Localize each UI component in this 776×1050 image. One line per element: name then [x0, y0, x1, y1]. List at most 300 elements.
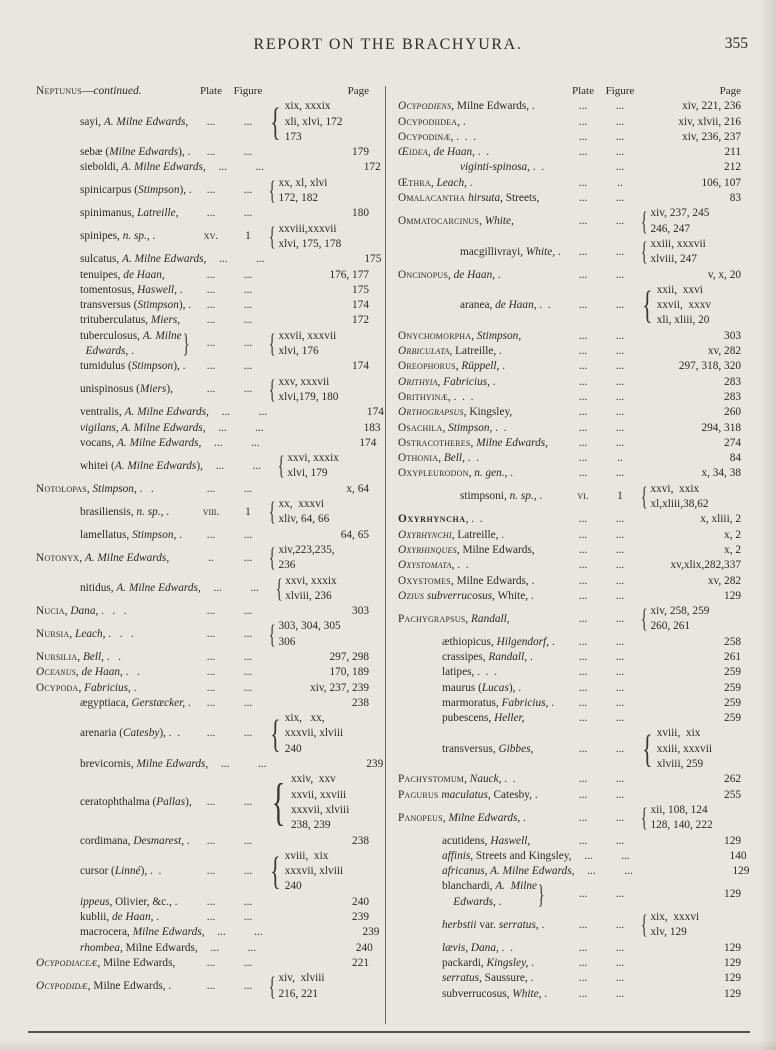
index-entry [398, 405, 744, 420]
left-brace: { [268, 619, 276, 649]
entry-pages [640, 237, 744, 268]
text-segment: Pachystomum [398, 773, 465, 786]
text-segment: herbstii [442, 918, 477, 931]
text-segment: blanchardi, [442, 880, 496, 893]
index-entry [398, 283, 744, 329]
page-number: 355 [724, 35, 748, 52]
entry-name [36, 229, 194, 244]
text-segment: ippeus, [80, 895, 113, 908]
page-line: xxiii, xxxvii [650, 237, 706, 250]
entry-figure: ... [258, 406, 268, 419]
entry-pages: 212 [724, 161, 741, 174]
entry-figure: ... [243, 865, 253, 878]
entry-plate: ... [206, 184, 216, 197]
entry-plate: ... [206, 865, 216, 878]
text-segment: Omalacantha [398, 192, 466, 205]
entry-figure: ... [615, 941, 625, 954]
entry-pages [268, 849, 372, 895]
entry-name-line [36, 551, 169, 566]
page-line: xx, xl, xlvi [278, 176, 328, 189]
index-entry [398, 237, 744, 268]
entry-name-lines [442, 665, 497, 680]
text-segment: . [495, 895, 502, 908]
entry-plate: ... [578, 268, 588, 281]
entry-pages [268, 99, 372, 145]
entry-figure: ... [615, 245, 625, 258]
entry-plate: ... [578, 176, 588, 189]
entry-plate: ... [578, 987, 588, 1000]
text-segment: tumidulus ( [80, 360, 132, 373]
entry-name [398, 214, 566, 229]
text-segment: n. gen., [474, 467, 508, 480]
entry-plate: ... [219, 253, 228, 266]
entry-name [398, 375, 566, 390]
entry-name [36, 795, 194, 810]
entry-name [398, 405, 566, 420]
entry-name-line [442, 895, 537, 910]
text-segment: Panopeus [398, 811, 443, 824]
entry-plate: ... [206, 383, 216, 396]
entry-pages: 297, 318, 320 [678, 360, 741, 373]
entry-name-line [36, 604, 127, 619]
page-edge-shadow-right [760, 0, 776, 1050]
entry-name-lines [442, 879, 537, 910]
index-entry [36, 421, 381, 436]
right-brace: } [537, 879, 545, 909]
text-segment: , Milne Edwards, . [451, 100, 535, 113]
text-segment: Stimpson, [448, 421, 493, 434]
page-line: xviii, xix [656, 727, 701, 740]
entry-name-line [80, 421, 206, 436]
column-header-row [36, 84, 372, 99]
text-segment: de Haan, [433, 146, 475, 159]
text-segment: . . [464, 452, 480, 465]
entry-name-line [80, 382, 173, 397]
entry-figure: ... [615, 888, 625, 901]
text-segment: maculatus [441, 788, 488, 801]
page-line: xlviii, 259 [656, 758, 704, 771]
entry-pages: 294, 318 [701, 421, 741, 434]
entry-pages [640, 726, 744, 772]
page-line: xxii, xxvi [656, 283, 703, 296]
entry-name [36, 183, 194, 198]
entry-name [398, 918, 566, 933]
entry-name-lines [80, 505, 169, 520]
index-entry [36, 849, 372, 895]
entry-plate: ... [578, 436, 588, 449]
page-line: xxv, xxxvii [278, 375, 330, 388]
entry-name [398, 160, 566, 175]
entry-figure: ... [250, 582, 259, 595]
left-brace: { [640, 910, 648, 940]
page-lines [650, 604, 709, 635]
entry-figure: ... [243, 681, 253, 694]
entry-name-line [442, 665, 497, 680]
index-entry [398, 665, 744, 680]
text-segment: . . [136, 482, 154, 495]
text-segment: , [78, 681, 85, 694]
entry-name [36, 298, 194, 313]
entry-name-lines [398, 466, 513, 481]
text-segment: , [470, 436, 477, 449]
entry-name-line [398, 811, 526, 826]
text-segment: White, [512, 987, 542, 1000]
left-brace: { [642, 727, 653, 771]
page-line: xxvii, xxxvii [278, 329, 337, 342]
text-segment: Stimpson, [476, 329, 522, 342]
text-segment: lævis, Dana, [442, 941, 499, 954]
page-line: xlvi, 179 [287, 467, 328, 480]
text-segment: . [536, 490, 543, 503]
entry-name-line [398, 145, 489, 160]
text-segment: Fabricius, [443, 375, 490, 388]
column-divider-rule [385, 86, 386, 1024]
page-lines [285, 711, 343, 757]
entry-name-lines [80, 726, 180, 741]
page-line: xlv, 129 [650, 926, 687, 939]
entry-figure: ... [243, 268, 253, 281]
text-segment: Notolopas [36, 482, 87, 495]
text-segment: A. Milne Edwards, [116, 582, 201, 595]
index-entry [398, 528, 744, 543]
entry-name [36, 979, 194, 994]
entry-name-lines [36, 551, 169, 566]
page-line: xxxvii, xlviii [290, 803, 350, 816]
text-segment: trituberculatus, [80, 314, 151, 327]
left-brace: { [640, 803, 648, 833]
entry-figure: ... [615, 788, 625, 801]
text-segment: Notonyx [36, 551, 80, 564]
text-segment: . [507, 467, 514, 480]
left-brace: { [268, 971, 276, 1001]
entry-figure: ... [615, 635, 625, 648]
entry-name-lines [398, 451, 479, 466]
page-lines [650, 237, 705, 268]
entry-plate: ... [578, 329, 588, 342]
entry-plate: ... [218, 161, 227, 174]
entry-name-line [80, 405, 209, 420]
text-segment: macrocera, [80, 926, 133, 939]
entry-plate: ... [206, 681, 216, 694]
entry-figure: ... [243, 283, 253, 296]
text-segment: Œidea [398, 146, 428, 159]
text-segment: Oncinopus [398, 268, 448, 281]
entry-figure: ... [615, 543, 625, 556]
entry-name-lines [80, 313, 180, 328]
text-segment: A. Milne Edwards [114, 459, 197, 472]
entry-figure: ... [256, 253, 265, 266]
entry-name-line [442, 849, 572, 864]
entry-figure: ... [615, 390, 625, 403]
text-segment: . . . [98, 605, 127, 618]
entry-name-lines [398, 359, 505, 374]
text-segment: Ozius [398, 589, 425, 602]
entry-pages: 239 [362, 926, 380, 939]
text-segment: cordimana, [80, 834, 134, 847]
entry-plate: ... [578, 788, 588, 801]
entry-pages: xiv, 236, 237 [682, 130, 741, 143]
text-segment: maurus ( [442, 681, 482, 694]
entry-name-line [442, 650, 533, 665]
text-segment: ventralis, [80, 406, 125, 419]
entry-name-line [442, 879, 537, 894]
entry-figure: ... [243, 314, 253, 327]
text-segment: , [468, 467, 475, 480]
page-line: xxvi, xxxix [285, 574, 337, 587]
entry-pages: 176, 177 [329, 268, 369, 281]
text-segment: transversus ( [80, 299, 138, 312]
entry-pages: x, 64 [346, 482, 369, 495]
entry-name-lines [80, 405, 209, 420]
entry-name-line [80, 895, 177, 910]
entry-name-line [80, 528, 182, 543]
entry-name-lines [398, 390, 473, 405]
entry-plate: ... [206, 727, 216, 740]
text-segment: ), . [178, 146, 191, 159]
page-lines [650, 206, 709, 237]
entry-name [398, 451, 566, 466]
entry-name [36, 268, 194, 283]
index-entry [398, 589, 744, 604]
entry-name-line [398, 344, 502, 359]
entry-plate: ... [578, 612, 588, 625]
entry-pages: 274 [724, 436, 741, 449]
text-segment: Ocypodiens [398, 100, 452, 113]
entry-pages: 303 [352, 605, 369, 618]
entry-name-line [80, 910, 159, 925]
left-brace: { [640, 237, 648, 267]
entry-name-lines [80, 145, 190, 160]
entry-pages [268, 497, 372, 528]
text-segment: . [176, 283, 183, 296]
entry-name-lines [442, 650, 533, 665]
entry-plate: .. [208, 551, 214, 564]
index-entry [398, 711, 744, 726]
text-segment: kublii, [80, 911, 113, 924]
text-segment: Leach, [436, 176, 467, 189]
entry-name-lines [80, 910, 159, 925]
text-segment: , [465, 612, 472, 625]
text-segment: , [77, 650, 83, 663]
page-line: xix, xxxvi [650, 911, 700, 924]
text-segment: A. Milne Edwards, [124, 406, 209, 419]
entry-figure: .. [617, 452, 623, 465]
index-entry [36, 252, 382, 267]
index-entry [36, 436, 377, 451]
entry-name [36, 581, 201, 596]
entry-figure: 1 [245, 230, 251, 243]
entry-name-lines [460, 245, 561, 260]
entry-name-lines [442, 696, 554, 711]
index-entry [398, 329, 744, 344]
page-lines [278, 375, 338, 406]
text-segment: Oxystomes [398, 574, 451, 587]
text-segment: ), . . [159, 727, 181, 740]
entry-name-lines [398, 811, 526, 826]
entry-name-line [80, 229, 155, 244]
figure-column-header: Figure [233, 85, 263, 97]
text-segment: . . [474, 146, 490, 159]
index-entry [36, 451, 372, 482]
page-column-header: Page [719, 85, 741, 97]
entry-name-line [80, 183, 192, 198]
index-entry [36, 298, 372, 313]
entry-name [36, 834, 194, 849]
entry-name-lines [398, 145, 489, 160]
entry-name [398, 145, 566, 160]
entry-name-line [398, 99, 535, 114]
index-entry [398, 359, 744, 374]
text-segment: Rüppell, [461, 360, 500, 373]
entry-name [398, 390, 566, 405]
entry-name-lines [36, 979, 171, 994]
entry-name [36, 252, 206, 267]
index-entry [398, 772, 744, 787]
entry-name [398, 245, 566, 260]
entry-pages: 174 [366, 406, 384, 419]
entry-figure: ... [243, 666, 253, 679]
entry-pages: 174 [359, 436, 377, 449]
page-line: xix, xxxix [284, 100, 331, 113]
entry-name-lines [80, 160, 206, 175]
entry-name-line [460, 245, 561, 260]
index-entry [398, 512, 744, 527]
index-entry [398, 99, 744, 114]
entry-name-line [80, 941, 198, 956]
entry-name-line [398, 574, 534, 589]
text-segment: , [455, 360, 462, 373]
entry-pages [268, 329, 372, 360]
text-segment: pubescens, [442, 712, 495, 725]
entry-name-lines [80, 925, 204, 940]
page-column-header: Page [347, 85, 369, 97]
entry-name-lines [36, 665, 140, 680]
text-segment: , [86, 482, 93, 495]
text-segment: acutidens, [442, 834, 491, 847]
entry-name-line [80, 283, 183, 298]
entry-figure: ... [243, 834, 253, 847]
text-segment: Othonia [398, 452, 439, 465]
entry-name [36, 145, 194, 160]
index-entry [36, 405, 384, 420]
page-line: xlviii, 236 [285, 589, 332, 602]
index-entry [398, 375, 744, 390]
text-segment: . . . [105, 628, 134, 641]
entry-plate: ... [578, 245, 588, 258]
entry-name [36, 956, 194, 971]
entry-name [398, 589, 566, 604]
entry-name-lines [442, 834, 530, 849]
entry-name-line [442, 742, 533, 757]
entry-plate: ... [220, 758, 230, 771]
entry-figure: ... [615, 666, 625, 679]
entry-name [398, 956, 566, 971]
index-entry [398, 268, 744, 283]
entry-plate: ... [206, 956, 216, 969]
index-entry [36, 925, 380, 940]
text-segment: Oxyrhynchi [398, 528, 452, 541]
text-segment: Pallas [156, 796, 186, 809]
page-lines [278, 176, 327, 207]
text-segment: æthiopicus, [442, 635, 497, 648]
text-segment: Catesby [122, 727, 160, 740]
entry-name [398, 612, 566, 627]
text-segment: , . [535, 918, 545, 931]
entry-name-lines [80, 436, 201, 451]
text-segment: var. [476, 918, 499, 931]
entry-name [398, 879, 566, 910]
entry-name-lines [36, 956, 175, 971]
entry-name-line [398, 130, 476, 145]
entry-name-lines [80, 115, 188, 130]
text-segment: Leach, [75, 628, 106, 641]
entry-pages: xv, 282 [707, 574, 741, 587]
page-line: 128, 140, 222 [650, 819, 713, 832]
text-segment: Oxypleurodon [398, 467, 469, 480]
entry-name-lines [398, 421, 506, 436]
text-segment: ), [196, 459, 203, 472]
text-segment: lamellatus, [80, 528, 133, 541]
entry-plate: ... [221, 406, 231, 419]
text-segment: Bell, [82, 650, 105, 663]
entry-name-line [80, 206, 178, 221]
text-segment: Miers [139, 383, 167, 396]
entry-name [36, 941, 198, 956]
entry-pages: 174 [352, 360, 369, 373]
index-entry [398, 650, 744, 665]
entry-name-line [398, 390, 473, 405]
entry-figure: 1 [617, 490, 623, 503]
entry-name [398, 696, 566, 711]
entry-name-line [80, 436, 201, 451]
entry-pages: 297, 298 [329, 650, 369, 663]
entry-name-lines [442, 681, 521, 696]
left-brace: { [270, 100, 281, 144]
entry-figure: ... [243, 482, 253, 495]
entry-name-line [80, 268, 165, 283]
entry-name [36, 627, 194, 642]
page-line: xx, xxxvi [278, 498, 324, 511]
index-entry [36, 482, 372, 497]
entry-pages: 175 [352, 283, 369, 296]
entry-pages: 129 [724, 956, 741, 969]
index-entry [398, 849, 747, 864]
index-entry [398, 971, 744, 986]
entry-pages: 255 [724, 788, 741, 801]
entry-name-line [398, 405, 512, 420]
index-entry [398, 696, 744, 711]
entry-name-line [80, 298, 191, 313]
text-segment: Ocypodiaceæ [36, 956, 98, 969]
text-segment: , [75, 666, 82, 679]
text-segment: Saussure, . [481, 972, 534, 985]
entry-name-lines [80, 229, 155, 244]
entry-pages: 172 [363, 161, 381, 174]
text-segment: Latreille, [137, 207, 179, 220]
entry-pages [640, 482, 744, 513]
entry-plate: ... [206, 834, 216, 847]
entry-name-lines [80, 206, 178, 221]
entry-name [398, 811, 566, 826]
page-line: xxxvii, xlviii [284, 727, 344, 740]
index-entry [36, 604, 372, 619]
entry-figure: ... [243, 979, 253, 992]
entry-name-line [36, 665, 140, 680]
entry-pages: 240 [355, 941, 373, 954]
entry-name-lines [80, 795, 192, 810]
text-segment: , [79, 551, 85, 564]
text-segment: . [555, 245, 561, 258]
